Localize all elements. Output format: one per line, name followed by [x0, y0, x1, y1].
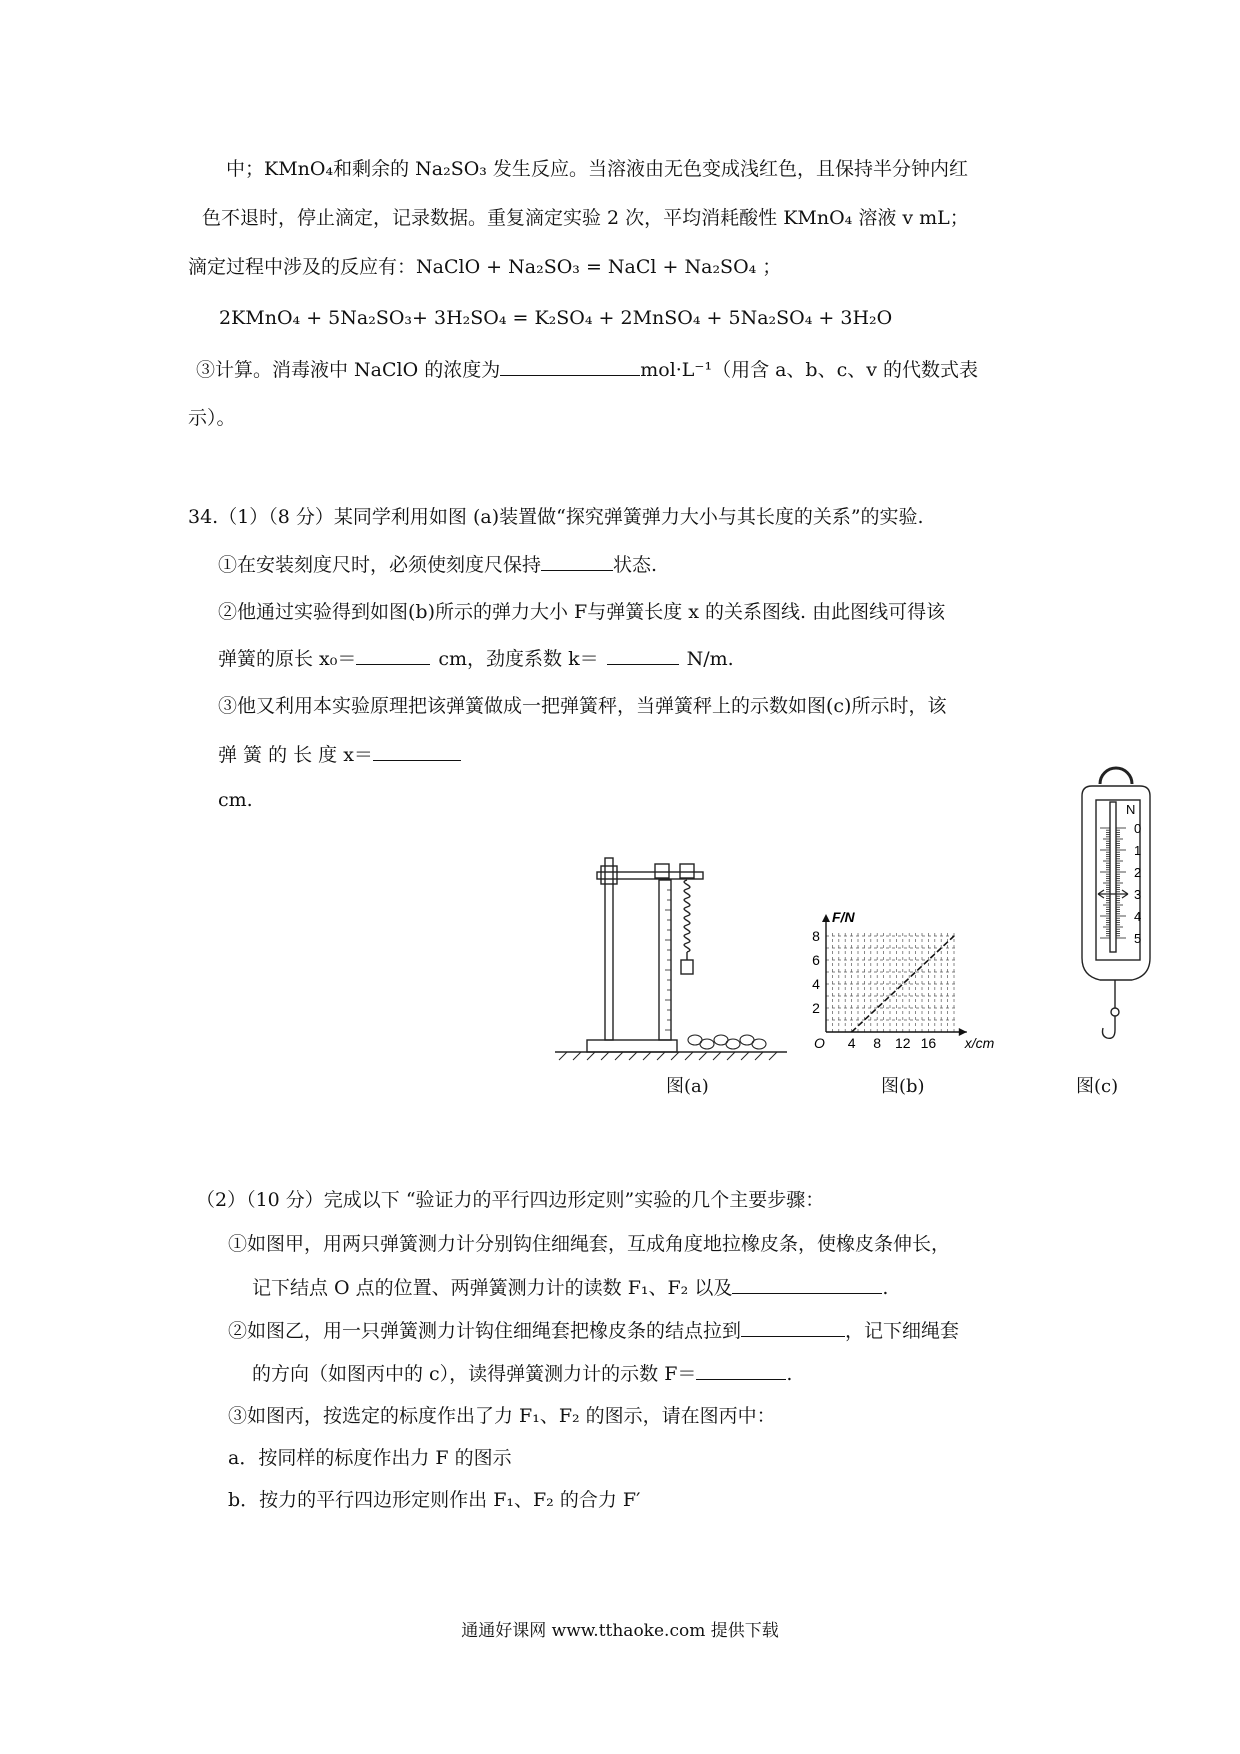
- q34-part2-step2-b: [252, 1361, 792, 1386]
- q34-step2-b-mid: cm，劲度系数 k＝: [438, 648, 599, 670]
- x-tick-label: 12: [895, 1035, 911, 1051]
- chart-grid: [826, 931, 957, 1032]
- chem-line-5-pre: ③计算。消毒液中 NaClO 的浓度为: [196, 359, 501, 381]
- q34-part2-step3: ③如图丙，按选定的标度作出了力 F₁、F₂ 的图示，请在图丙中：: [228, 1405, 776, 1427]
- q34-step3-b: [218, 742, 461, 767]
- q34-step1: [218, 552, 657, 577]
- q34-part2-step3-a: a．按同样的标度作出力 F 的图示: [228, 1447, 512, 1469]
- q34-part2-step2-a-pre: ②如图乙，用一只弹簧测力计钩住细绳套把橡皮条的结点拉到: [228, 1320, 742, 1342]
- scale-number: 0: [1134, 821, 1142, 836]
- page-footer: 通通好课网 www.tthaoke.com 提供下载: [461, 1621, 779, 1641]
- scale-unit-label: N: [1126, 802, 1136, 817]
- q34-step2-b-pre: 弹簧的原长 x₀＝: [218, 648, 357, 670]
- scale-number: 3: [1134, 887, 1142, 902]
- scale-number: 2: [1134, 865, 1142, 880]
- q34-heading: 34.（1）（8 分）某同学利用如图 (a)装置做“探究弹簧弹力大小与其长度的关系”的实验.: [188, 506, 924, 528]
- scale-number: 5: [1134, 931, 1142, 946]
- answer-blank-vertical[interactable]: [541, 552, 613, 571]
- figure-c-caption: 图(c): [1076, 1076, 1119, 1097]
- x-axis-label: x/cm: [964, 1035, 995, 1051]
- q34-part2-step3-b: b．按力的平行四边形定则作出 F₁、F₂ 的合力 F′: [228, 1489, 641, 1511]
- y-tick-label: 6: [812, 952, 820, 968]
- figure-a-spring-apparatus: [555, 840, 795, 1065]
- q34-part2-heading: （2）（10 分）完成以下 “验证力的平行四边形定则”实验的几个主要步骤：: [196, 1189, 825, 1211]
- chem-line-5-post: mol·L⁻¹（用含 a、b、c、v 的代数式表: [640, 359, 979, 381]
- figure-c-spring-scale: [1070, 758, 1160, 1058]
- answer-blank-directions[interactable]: [732, 1275, 882, 1294]
- scale-number: 1: [1134, 843, 1142, 858]
- origin-label: O: [814, 1035, 825, 1051]
- y-tick-label: 2: [812, 1000, 820, 1016]
- scale-pointer-mark: [1098, 890, 1128, 898]
- answer-blank-k[interactable]: [607, 646, 679, 665]
- q34-part2-step2-a: [228, 1318, 959, 1343]
- q34-step3-c: cm.: [218, 789, 253, 811]
- q34-part2-step2-b-post: .: [786, 1363, 793, 1385]
- q34-part2-step2-a-post: ，记下细绳套: [845, 1320, 960, 1342]
- chem-line-2: 色不退时，停止滴定，记录数据。重复滴定实验 2 次，平均消耗酸性 KMnO₄ 溶液 v mL；: [202, 207, 969, 229]
- scale-hook: [1103, 980, 1120, 1038]
- q34-part2-step1-b-post: .: [882, 1277, 889, 1299]
- q34-step2-a: ②他通过实验得到如图(b)所示的弹力大小 F与弹簧长度 x 的关系图线. 由此图线可得该: [218, 601, 946, 623]
- answer-blank-x0[interactable]: [356, 646, 430, 665]
- q34-step2-b-post: N/m.: [686, 648, 734, 670]
- q34-step3-b-text: 弹 簧 的 长 度 x＝: [218, 744, 373, 766]
- figure-b-caption: 图(b): [881, 1076, 925, 1097]
- figure-b-chart: [800, 872, 1050, 1067]
- answer-blank-force[interactable]: [696, 1361, 786, 1380]
- answer-blank-position[interactable]: [741, 1318, 845, 1337]
- q34-step3-a: ③他又利用本实验原理把该弹簧做成一把弹簧秤，当弹簧秤上的示数如图(c)所示时，该: [218, 695, 947, 717]
- chart-axes: [812, 909, 995, 1051]
- y-axis-label: F/N: [832, 909, 855, 925]
- q34-step2-b: [218, 646, 734, 671]
- q34-part2-step1-b: [252, 1275, 888, 1300]
- y-tick-label: 4: [812, 976, 820, 992]
- answer-blank-length[interactable]: [373, 742, 461, 761]
- chem-line-1: 中；KMnO₄和剩余的 Na₂SO₃ 发生反应。当溶液由无色变成浅红色，且保持半分钟内红: [226, 158, 968, 180]
- scale-ticks: [1100, 821, 1141, 946]
- x-tick-label: 16: [920, 1035, 937, 1051]
- y-axis-arrow: [822, 914, 830, 922]
- q34-part2-step1-a: ①如图甲，用两只弹簧测力计分别钩住细绳套，互成角度地拉橡皮条，使橡皮条伸长，: [228, 1233, 951, 1255]
- scale-pointer: [1098, 890, 1128, 898]
- q34-step1-pre: ①在安装刻度尺时，必须使刻度尺保持: [218, 554, 542, 576]
- y-tick-label: 8: [812, 928, 820, 944]
- answer-blank-naclo[interactable]: [500, 357, 640, 376]
- scale-number: 4: [1134, 909, 1142, 924]
- x-tick-label: 4: [847, 1035, 856, 1051]
- chem-line-5: [196, 357, 978, 382]
- chem-line-6: 示）。: [188, 407, 236, 429]
- chem-equation: 2KMnO₄ + 5Na₂SO₃+ 3H₂SO₄ = K₂SO₄ + 2MnSO₄ + 5Na₂SO₄ + 3H₂O: [219, 307, 893, 329]
- figure-a-caption: 图(a): [666, 1076, 709, 1097]
- x-tick-label: 8: [873, 1035, 882, 1051]
- chem-line-3: 滴定过程中涉及的反应有：NaClO + Na₂SO₃ = NaCl + Na₂SO₄ ；: [188, 256, 782, 278]
- q34-step1-post: 状态.: [613, 554, 658, 576]
- q34-part2-step1-b-pre: 记下结点 O 点的位置、两弹簧测力计的读数 F₁、F₂ 以及: [252, 1277, 733, 1299]
- q34-part2-step2-b-pre: 的方向（如图丙中的 c），读得弹簧测力计的示数 F＝: [252, 1363, 697, 1385]
